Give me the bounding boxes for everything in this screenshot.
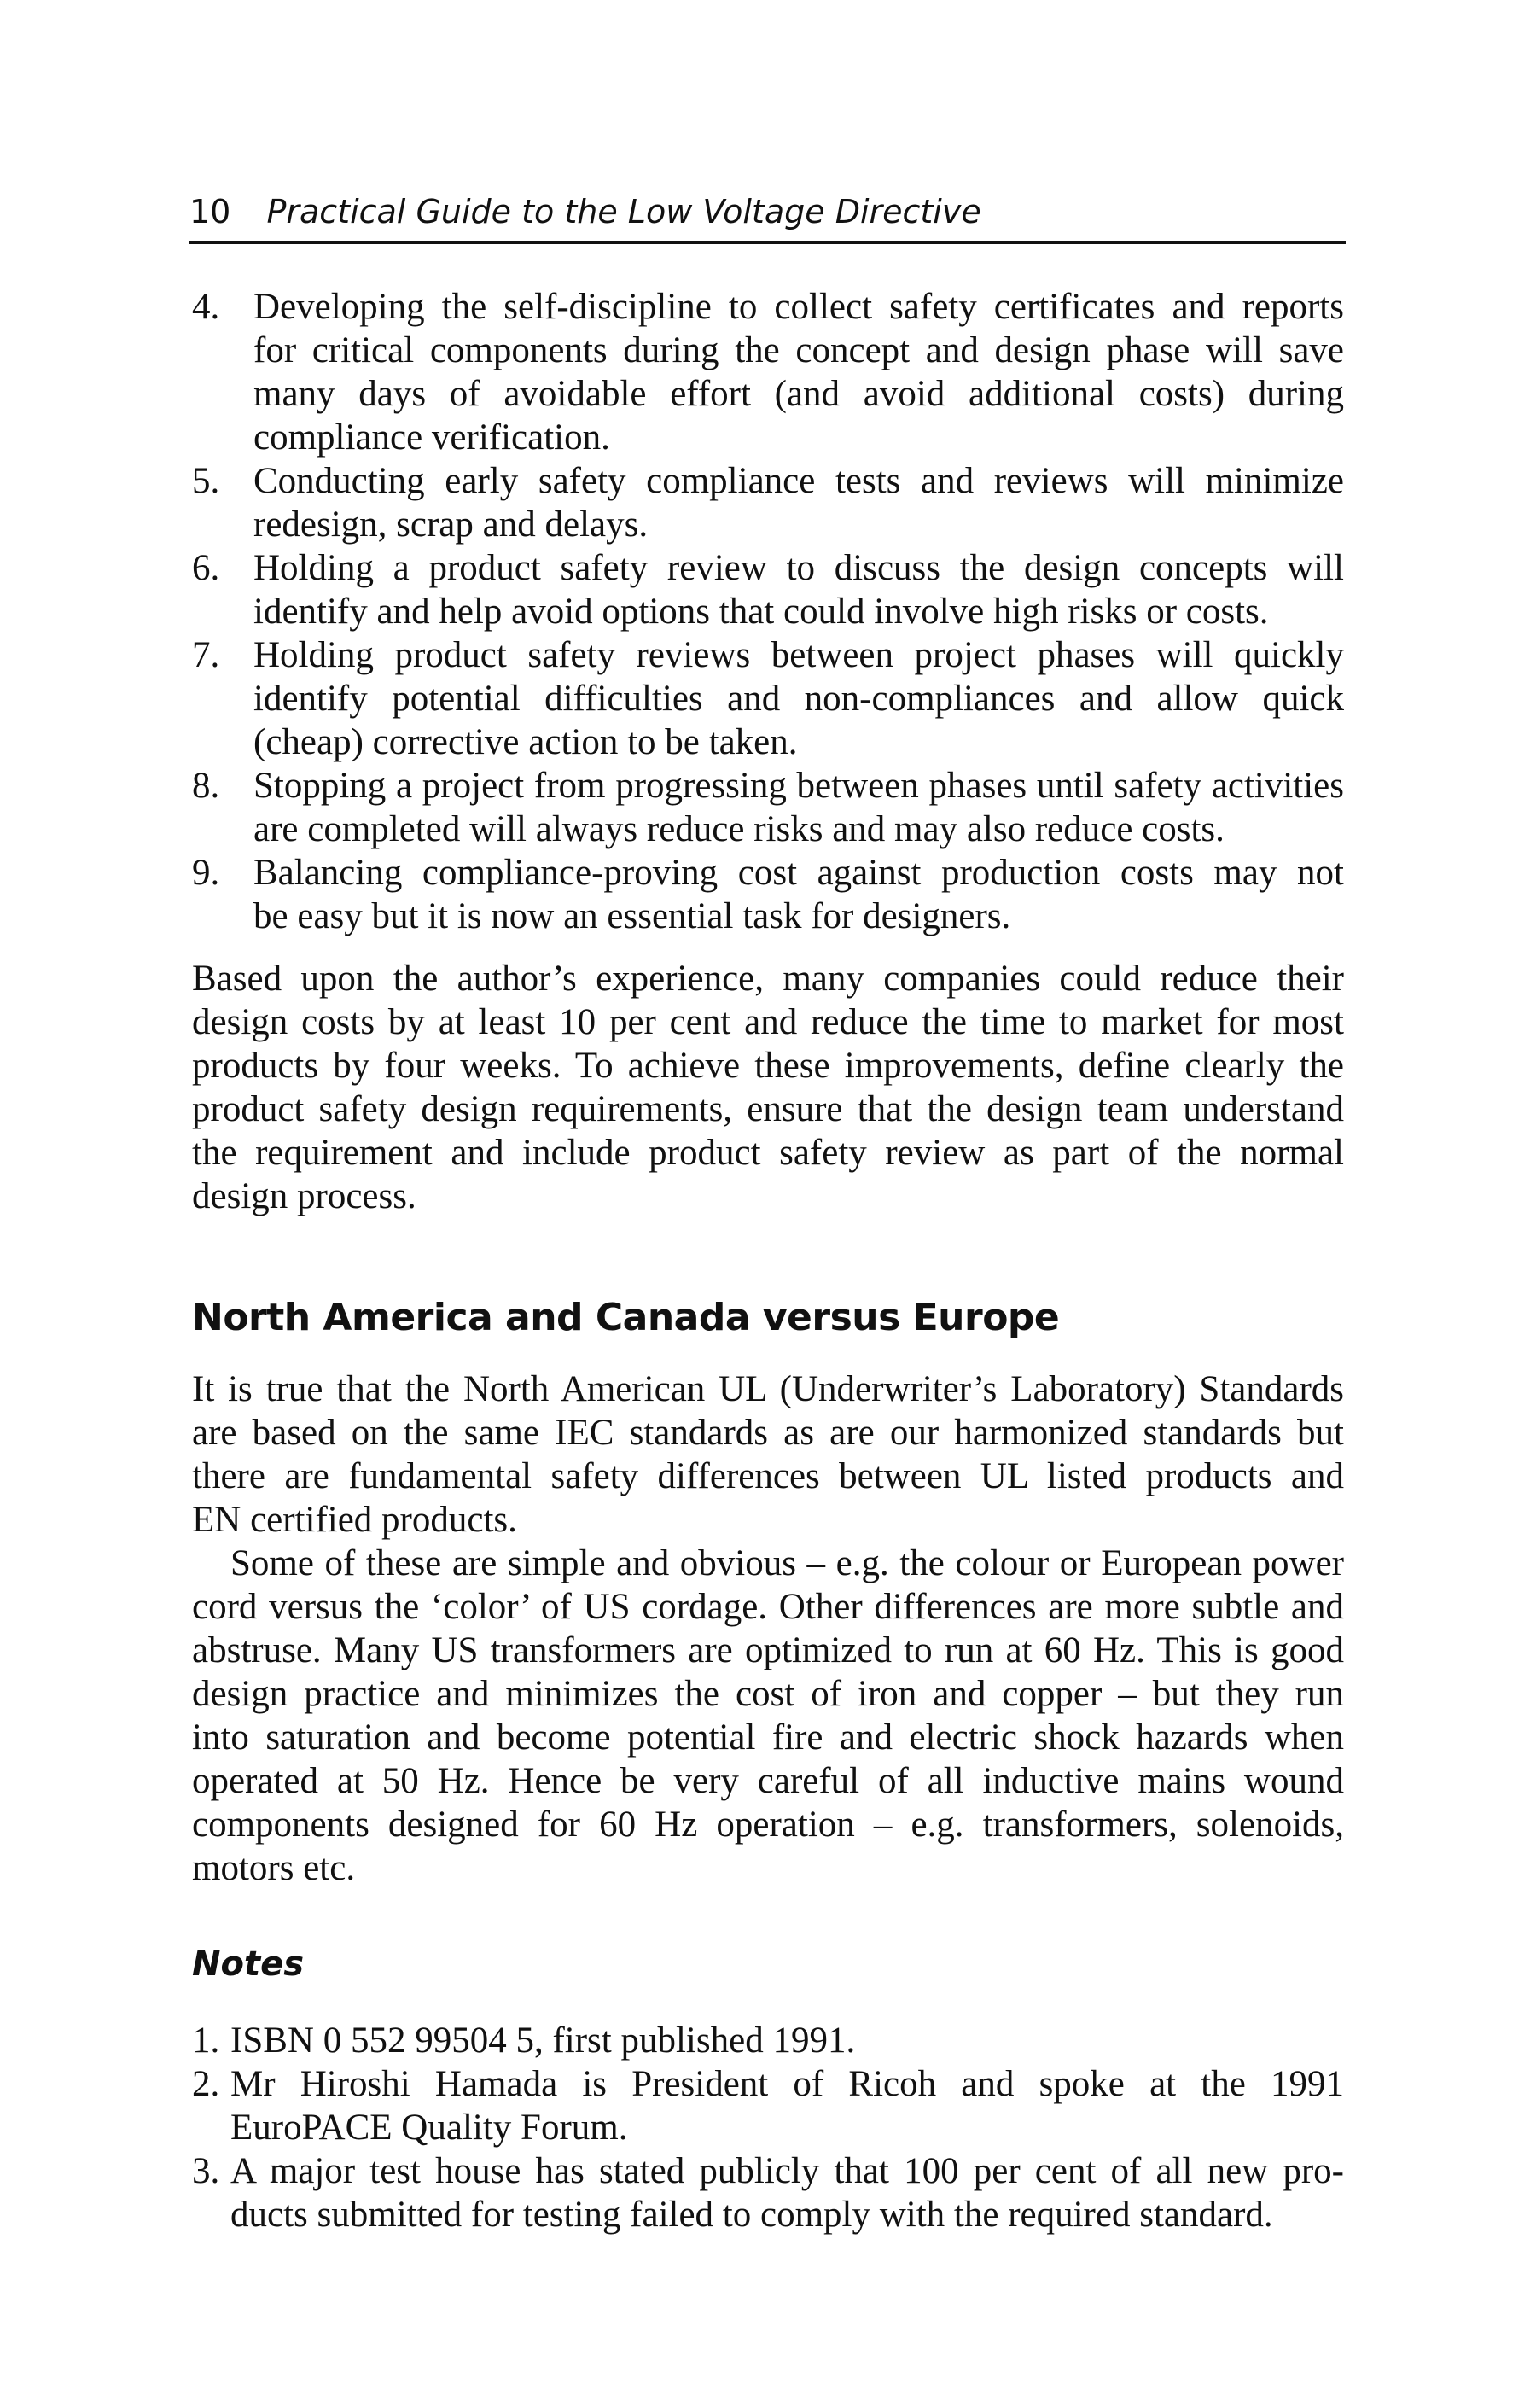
text-line: Conducting early safety compliance tests and reviews will minimize <box>253 461 1344 501</box>
text-line: design costs by at least 10 per cent and reduce the time to market for most <box>192 1002 1344 1042</box>
numbered-list <box>192 285 1344 938</box>
item-number: 5. <box>192 461 220 501</box>
page-number: 10 <box>189 193 231 230</box>
text-line: identify and help avoid options that could involve high risks or costs. <box>253 592 1269 632</box>
text-line: Based upon the author’s experience, many companies could reduce their <box>192 959 1344 999</box>
list-item <box>192 2019 1344 2062</box>
text-line: many days of avoidable effort (and avoid additional costs) during <box>253 374 1344 414</box>
item-number: 9. <box>192 853 220 893</box>
notes-list <box>192 2019 1344 2236</box>
running-header <box>189 193 981 230</box>
text-line: design process. <box>192 1176 416 1216</box>
notes-heading: Notes <box>192 1944 305 1984</box>
text-line: ISBN 0 552 99504 5, first published 1991. <box>230 2020 856 2061</box>
text-line: components designed for 60 Hz operation – e.g. transformers, solenoids, <box>192 1805 1344 1845</box>
item-text <box>253 459 1344 546</box>
list-item <box>192 285 1344 459</box>
text-line: there are fundamental safety differences between UL listed products and <box>192 1456 1344 1496</box>
item-text <box>253 851 1344 938</box>
text-line: A major test house has stated publicly that 100 per cent of all new pro- <box>230 2151 1344 2191</box>
text-line: for critical components during the concept and design phase will save <box>253 330 1344 370</box>
list-item <box>192 2149 1344 2236</box>
running-title: Practical Guide to the Low Voltage Directive <box>266 193 981 230</box>
text-line: (cheap) corrective action to be taken. <box>253 722 798 762</box>
text-line: abstruse. Many US transformers are optimized to run at 60 Hz. This is good <box>192 1630 1344 1670</box>
text-line: EuroPACE Quality Forum. <box>230 2108 628 2148</box>
text-line: motors etc. <box>192 1848 356 1888</box>
paragraph-design-costs <box>192 957 1344 1218</box>
text-line: Mr Hiroshi Hamada is President of Ricoh and spoke at the 1991 <box>230 2064 1344 2104</box>
text-line: Some of these are simple and obvious – e.g. the colour or European power <box>230 1543 1344 1583</box>
text-line: design practice and minimizes the cost of iron and copper – but they run <box>192 1674 1344 1714</box>
item-number: 2. <box>192 2064 220 2104</box>
text-line: Holding a product safety review to discuss the design concepts will <box>253 548 1344 588</box>
item-text <box>253 285 1344 459</box>
text-line: Holding product safety reviews between project phases will quickly <box>253 635 1344 675</box>
item-number: 3. <box>192 2151 220 2191</box>
text-line: into saturation and become potential fire and electric shock hazards when <box>192 1717 1344 1758</box>
paragraph-differences <box>192 1542 1344 1890</box>
list-item <box>192 764 1344 851</box>
text-line: redesign, scrap and delays. <box>253 504 649 545</box>
item-number: 6. <box>192 548 220 588</box>
item-text <box>230 2149 1344 2236</box>
list-item <box>192 546 1344 633</box>
text-line: operated at 50 Hz. Hence be very careful of all inductive mains wound <box>192 1761 1344 1801</box>
text-line: identify potential difficulties and non-compliances and allow quick <box>253 679 1344 719</box>
text-line: Stopping a project from progressing between phases until safety activities <box>253 766 1344 806</box>
paragraph-ul-standards <box>192 1367 1344 1542</box>
text-line: product safety design requirements, ensure that the design team understand <box>192 1089 1344 1129</box>
text-line: are completed will always reduce risks and may also reduce costs. <box>253 809 1225 849</box>
text-line: Developing the self-discipline to collect safety certificates and reports <box>253 287 1344 327</box>
item-number: 4. <box>192 287 220 327</box>
item-number: 1. <box>192 2020 220 2061</box>
text-line: EN certified products. <box>192 1500 517 1540</box>
list-item <box>192 851 1344 938</box>
text-line: be easy but it is now an essential task for designers. <box>253 896 1011 936</box>
section-heading: North America and Canada versus Europe <box>192 1296 1060 1339</box>
list-item <box>192 633 1344 764</box>
list-item <box>192 2062 1344 2149</box>
text-line: the requirement and include product safety review as part of the normal <box>192 1133 1344 1173</box>
text-line: are based on the same IEC standards as are our harmonized standards but <box>192 1413 1344 1453</box>
item-text <box>253 764 1344 851</box>
section-body <box>192 1367 1344 1890</box>
text-line: Balancing compliance-proving cost against production costs may not <box>253 853 1344 893</box>
list-item <box>192 459 1344 546</box>
text-line: cord versus the ‘color’ of US cordage. Other differences are more subtle and <box>192 1587 1344 1627</box>
text-line: products by four weeks. To achieve these improvements, define clearly the <box>192 1046 1344 1086</box>
item-number: 7. <box>192 635 220 675</box>
text-line: compliance verification. <box>253 417 610 458</box>
text-line: It is true that the North American UL (Underwriter’s Laboratory) Standards <box>192 1369 1344 1409</box>
item-number: 8. <box>192 766 220 806</box>
item-text <box>253 546 1344 633</box>
item-text <box>230 2062 1344 2149</box>
item-text <box>253 633 1344 764</box>
text-line: ducts submitted for testing failed to comply with the required standard. <box>230 2195 1273 2235</box>
item-text <box>230 2019 1344 2062</box>
header-rule <box>189 241 1346 244</box>
